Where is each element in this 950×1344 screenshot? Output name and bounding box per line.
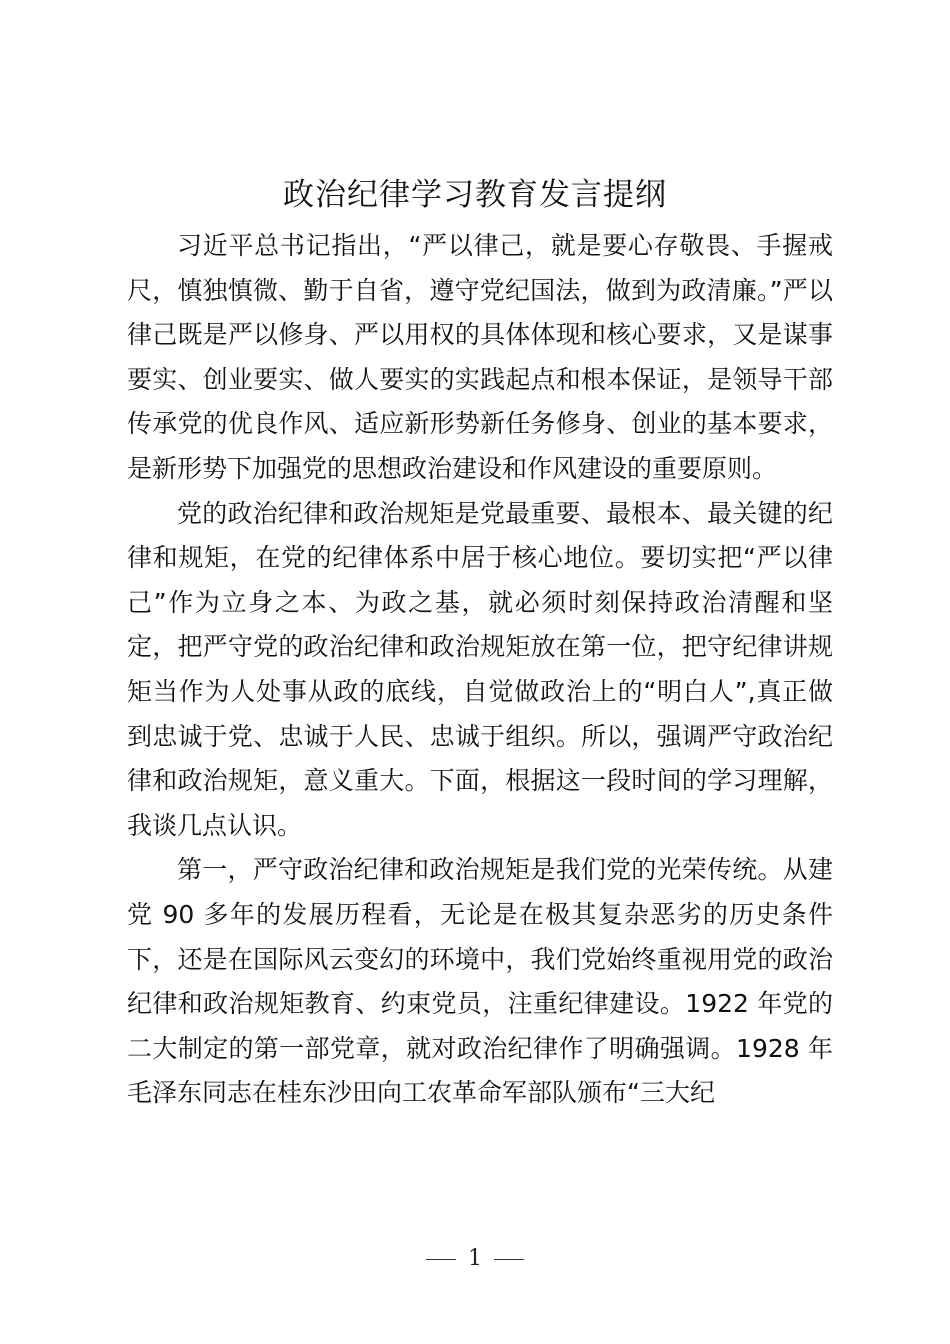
document-body <box>127 224 833 1116</box>
page-footer <box>0 1244 950 1274</box>
paragraph-3: 第一，严守政治纪律和政治规矩是我们党的光荣传统。从建党 90 多年的发展历程看，无论是在极其复杂恶劣的历史条件下，还是在国际风云变幻的环境中，我们党始终重视用党的政治纪律和政治规矩教育、约束党员，注重纪律建设。1922 年党的二大制定的第一部党章，就对政治纪律作了明确强调。1928 年毛泽东同志在桂东沙田向工农革命军部队颁布“三大纪 <box>127 855 833 1108</box>
document-title: 政治纪律学习教育发言提纲 <box>283 177 667 213</box>
paragraph-2: 党的政治纪律和政治规矩是党最重要、最根本、最关键的纪律和规矩，在党的纪律体系中居于核心地位。要切实把“严以律己”作为立身之本、为政之基，就必须时刻保持政治清醒和坚定，把严守党的政治纪律和政治规矩放在第一位，把守纪律讲规矩当作为人处事从政的底线，自觉做政治上的“明白人”,真正做到忠诚于党、忠诚于人民、忠诚于组织。所以，强调严守政治纪律和政治规矩，意义重大。下面，根据这一段时间的学习理解，我谈几点认识。 <box>127 498 833 840</box>
dash-right <box>494 1259 524 1260</box>
paragraph-1: 习近平总书记指出，“严以律己，就是要心存敬畏、手握戒尺，慎独慎微、勤于自省，遵守党纪国法，做到为政清廉。”严以律己既是严以修身、严以用权的具体体现和核心要求，又是谋事要实、创业要实、做人要实的实践起点和根本保证，是领导干部传承党的优良作风、适应新形势新任务修身、创业的基本要求，是新形势下加强党的思想政治建设和作风建设的重要原则。 <box>127 231 833 483</box>
dash-left <box>426 1259 456 1260</box>
page-number: 1 <box>468 1246 482 1271</box>
